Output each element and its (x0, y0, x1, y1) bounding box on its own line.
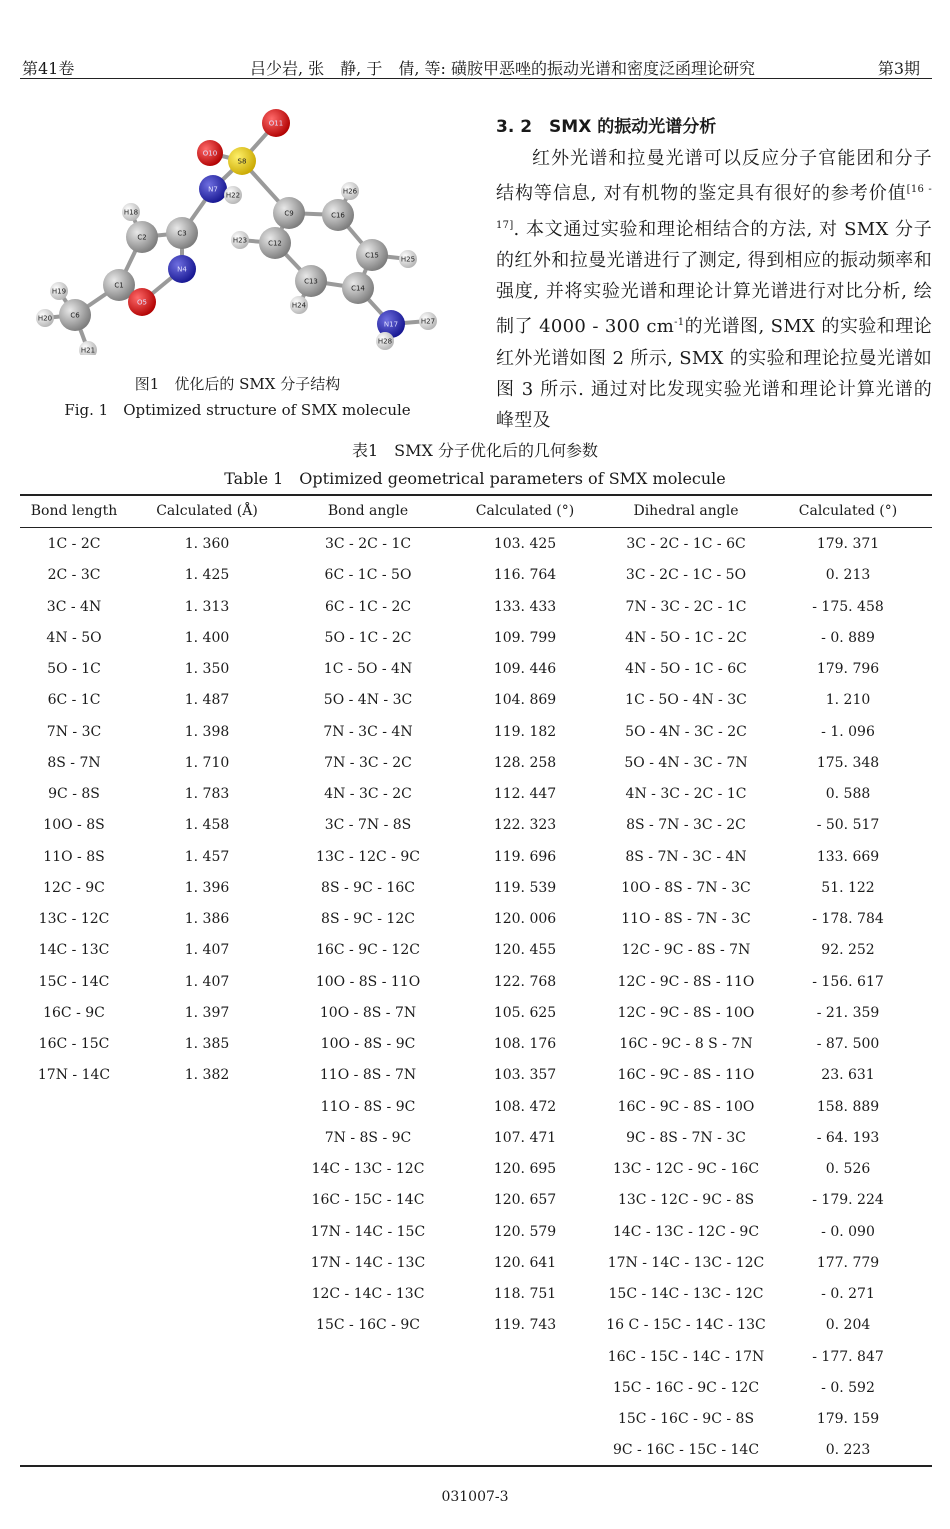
angle-label-cell: 16C - 15C - 14C (311, 1192, 425, 1209)
bond-label-cell: 4N - 5O (46, 629, 102, 646)
dihedral-label-cell: 16C - 9C - 8 S - 7N (619, 1036, 753, 1052)
atom-label: C9 (284, 209, 294, 218)
dihedral-label-cell: 12C - 9C - 8S - 11O (617, 973, 755, 990)
angle-value-cell: 120. 657 (493, 1192, 557, 1209)
angle-value-cell: 103. 357 (493, 1067, 557, 1084)
page-number: 031007-3 (441, 1489, 509, 1505)
angle-value-cell: 116. 764 (493, 567, 557, 584)
dihedral-label-cell: 10O - 8S - 7N - 3C (621, 879, 751, 896)
dihedral-value-cell: 179. 159 (816, 1411, 880, 1427)
bond-value-cell: 1. 425 (184, 567, 230, 584)
dihedral-value-cell: 0. 213 (825, 567, 871, 584)
angle-value-cell: 120. 695 (493, 1161, 557, 1177)
angle-label-cell: 17N - 14C - 15C (310, 1223, 426, 1240)
angle-value-cell: 109. 446 (493, 661, 557, 677)
atom-label: H20 (37, 314, 53, 323)
dihedral-label-cell: 15C - 16C - 9C - 8S (617, 1411, 755, 1427)
atom-label: S8 (237, 157, 247, 166)
bond-value-cell: 1. 313 (184, 598, 230, 615)
bond-value-cell: 1. 386 (184, 911, 230, 927)
bond-value-cell: 1. 457 (184, 848, 230, 865)
col-header-dihedral-calc: Calculated (°) (798, 503, 898, 519)
angle-value-cell: 128. 258 (493, 754, 557, 771)
bond-value-cell: 1. 396 (184, 879, 230, 896)
angle-label-cell: 7N - 3C - 4N (323, 723, 413, 740)
angle-label-cell: 11O - 8S - 9C (320, 1098, 416, 1115)
body-text-1: 红外光谱和拉曼光谱可以反应分子官能团和分子结构等信息, 对有机物的鉴定具有很好的参考价值 (496, 148, 932, 205)
col-header-bond-calc: Calculated (Å) (156, 503, 258, 519)
bond-value-cell: 1. 783 (184, 786, 230, 802)
angle-label-cell: 15C - 16C - 9C (316, 1317, 420, 1334)
angle-label-cell: 16C - 9C - 12C (316, 942, 420, 959)
dihedral-value-cell: - 1. 096 (821, 723, 875, 740)
dihedral-label-cell: 4N - 5O - 1C - 6C (625, 661, 747, 677)
figure-caption-en: Fig. 1 Optimized structure of SMX molecule (64, 401, 411, 419)
col-header-bond-angle: Bond angle (327, 503, 409, 519)
angle-label-cell: 17N - 14C - 13C (310, 1254, 426, 1271)
angle-label-cell: 10O - 8S - 7N (319, 1004, 417, 1021)
col-header-dihedral-angle: Dihedral angle (633, 503, 739, 519)
angle-value-cell: 119. 696 (493, 848, 557, 865)
dihedral-label-cell: 8S - 7N - 3C - 4N (625, 848, 747, 865)
angle-value-cell: 112. 447 (493, 786, 557, 802)
angle-value-cell: 119. 182 (493, 723, 557, 740)
angle-value-cell: 107. 471 (493, 1129, 557, 1146)
dihedral-value-cell: 179. 371 (816, 536, 880, 552)
angle-value-cell: 120. 641 (493, 1254, 557, 1271)
atom-label: H28 (377, 337, 393, 346)
atom-label: H24 (291, 301, 307, 310)
bond-label-cell: 5O - 1C (47, 661, 101, 677)
bond-label-cell: 16C - 9C (43, 1004, 105, 1021)
dihedral-value-cell: 0. 204 (825, 1317, 871, 1334)
dihedral-value-cell: - 178. 784 (812, 911, 884, 927)
atom-label: H27 (420, 317, 436, 326)
bond-value-cell: 1. 398 (184, 723, 230, 740)
header-volume: 第41卷 (22, 59, 75, 78)
atom-label: H22 (225, 191, 241, 200)
bond-label-cell: 11O - 8S (43, 848, 105, 865)
dihedral-value-cell: 179. 796 (816, 661, 880, 677)
angle-label-cell: 4N - 3C - 2C (324, 786, 412, 802)
table-caption-en: Table 1 Optimized geometrical parameters of SMX molecule (224, 469, 726, 488)
dihedral-label-cell: 11O - 8S - 7N - 3C (621, 911, 751, 927)
dihedral-label-cell: 4N - 5O - 1C - 2C (625, 629, 747, 646)
header-issue: 第3期 (877, 59, 920, 78)
angle-value-cell: 119. 539 (493, 879, 557, 896)
angle-value-cell: 119. 743 (493, 1317, 557, 1334)
dihedral-label-cell: 9C - 16C - 15C - 14C (612, 1442, 760, 1459)
bond-label-cell: 15C - 14C (38, 973, 110, 990)
atom-label: H21 (80, 346, 96, 355)
atom-label: C2 (137, 233, 147, 242)
angle-label-cell: 6C - 1C - 2C (324, 598, 412, 615)
atom-label: C12 (268, 239, 282, 248)
angle-label-cell: 8S - 9C - 12C (321, 911, 415, 927)
dihedral-label-cell: 15C - 14C - 13C - 12C (608, 1286, 764, 1302)
table-top-rule (20, 494, 932, 496)
molecule-diagram (30, 105, 450, 355)
atom-label: N4 (177, 265, 187, 274)
bond-label-cell: 2C - 3C (47, 567, 101, 584)
dihedral-label-cell: 12C - 9C - 8S - 10O (617, 1004, 755, 1021)
wavenumber-unit-exp: -1 (674, 317, 685, 329)
bond-value-cell: 1. 710 (184, 754, 230, 771)
bond-label-cell: 13C - 12C (38, 911, 110, 927)
angle-value-cell: 103. 425 (493, 536, 557, 552)
angle-label-cell: 5O - 1C - 2C (324, 629, 412, 646)
angle-label-cell: 5O - 4N - 3C (323, 692, 413, 709)
angle-value-cell: 118. 751 (493, 1286, 557, 1302)
atom-label: C15 (365, 251, 379, 260)
dihedral-value-cell: 51. 122 (821, 879, 875, 896)
angle-label-cell: 12C - 14C - 13C (311, 1286, 425, 1302)
bond-label-cell: 6C - 1C (47, 692, 101, 709)
angle-value-cell: 122. 768 (493, 973, 557, 990)
dihedral-label-cell: 16 C - 15C - 14C - 13C (606, 1317, 766, 1334)
bond-value-cell: 1. 350 (184, 661, 230, 677)
dihedral-label-cell: 12C - 9C - 8S - 7N (621, 942, 751, 959)
angle-label-cell: 7N - 8S - 9C (324, 1129, 412, 1146)
atom-label: N7 (208, 185, 218, 194)
body-text-3: 的光谱图, SMX 的实验和理论红外光谱如图 2 所示, SMX 的实验和理论拉曼光谱如图 3 所示. 通过对比发现实验光谱和理论计算光谱的峰型及 (496, 316, 932, 432)
dihedral-label-cell: 15C - 16C - 9C - 12C (612, 1379, 760, 1396)
angle-value-cell: 108. 472 (493, 1098, 557, 1115)
angle-value-cell: 105. 625 (493, 1004, 557, 1021)
bond-value-cell: 1. 407 (184, 942, 230, 959)
atom-label: O5 (137, 298, 147, 307)
atom-label: O10 (202, 149, 218, 158)
atom-label: H26 (342, 187, 358, 196)
table-bottom-rule (20, 1465, 932, 1467)
dihedral-value-cell: - 0. 889 (821, 629, 875, 646)
bond-value-cell: 1. 385 (184, 1036, 230, 1052)
bond-value-cell: 1. 397 (184, 1004, 230, 1021)
bond-label-cell: 9C - 8S (48, 786, 100, 802)
bond-value-cell: 1. 360 (184, 536, 230, 552)
atom-label: C6 (70, 311, 80, 320)
atom-label: C13 (304, 277, 318, 286)
dihedral-value-cell: 1. 210 (825, 692, 871, 709)
dihedral-value-cell: 23. 631 (821, 1067, 875, 1084)
angle-label-cell: 10O - 8S - 11O (315, 973, 421, 990)
bond-value-cell: 1. 382 (184, 1067, 230, 1084)
bond-label-cell: 10O - 8S (43, 817, 105, 834)
bond-value-cell: 1. 458 (184, 817, 230, 834)
bond-value-cell: 1. 487 (184, 692, 230, 709)
dihedral-value-cell: 92. 252 (821, 942, 875, 959)
bond-label-cell: 1C - 2C (47, 536, 101, 552)
dihedral-value-cell: - 0. 090 (821, 1223, 875, 1240)
angle-label-cell: 8S - 9C - 16C (321, 879, 415, 896)
angle-label-cell: 11O - 8S - 7N (319, 1067, 417, 1084)
atom-label: N17 (383, 320, 399, 329)
angle-value-cell: 104. 869 (493, 692, 557, 709)
angle-value-cell: 133. 433 (493, 598, 557, 615)
angle-label-cell: 14C - 13C - 12C (311, 1161, 425, 1177)
angle-label-cell: 13C - 12C - 9C (316, 848, 420, 865)
col-header-bond-length: Bond length (30, 503, 118, 519)
body-paragraph (496, 143, 932, 437)
table-caption-cn: 表1 SMX 分子优化后的几何参数 (351, 441, 598, 460)
dihedral-label-cell: 9C - 8S - 7N - 3C (626, 1129, 746, 1146)
dihedral-value-cell: 177. 779 (816, 1254, 880, 1271)
dihedral-label-cell: 5O - 4N - 3C - 2C (625, 723, 747, 740)
bond-value-cell: 1. 400 (184, 629, 230, 646)
dihedral-label-cell: 8S - 7N - 3C - 2C (626, 817, 746, 834)
angle-label-cell: 3C - 2C - 1C (324, 536, 412, 552)
molecule-figure (30, 105, 450, 355)
dihedral-label-cell: 5O - 4N - 3C - 7N (624, 754, 748, 771)
dihedral-label-cell: 17N - 14C - 13C - 12C (607, 1254, 765, 1271)
running-header (20, 52, 932, 79)
bond-label-cell: 16C - 15C (38, 1036, 110, 1052)
atom-label: H19 (51, 287, 67, 296)
angle-value-cell: 109. 799 (493, 629, 557, 646)
col-header-angle-calc: Calculated (°) (475, 503, 575, 519)
angle-value-cell: 108. 176 (493, 1036, 557, 1052)
dihedral-value-cell: 0. 526 (825, 1161, 871, 1177)
table-header-rule (20, 527, 932, 528)
dihedral-value-cell: - 0. 592 (821, 1379, 875, 1396)
bond-label-cell: 8S - 7N (47, 754, 101, 771)
dihedral-value-cell: 175. 348 (816, 754, 880, 771)
section-title: 3. 2 SMX 的振动光谱分析 (496, 117, 717, 137)
angle-value-cell: 120. 579 (493, 1223, 557, 1240)
dihedral-label-cell: 14C - 13C - 12C - 9C (612, 1223, 760, 1240)
dihedral-label-cell: 16C - 9C - 8S - 11O (617, 1067, 755, 1084)
atom-label: C3 (177, 229, 187, 238)
dihedral-value-cell: - 87. 500 (816, 1036, 880, 1052)
dihedral-label-cell: 13C - 12C - 9C - 16C (612, 1161, 760, 1177)
atom-label: C16 (331, 211, 345, 220)
dihedral-value-cell: - 156. 617 (812, 973, 884, 990)
dihedral-value-cell: - 0. 271 (821, 1286, 875, 1302)
atom-label: H25 (400, 255, 416, 264)
angle-label-cell: 10O - 8S - 9C (320, 1036, 416, 1052)
dihedral-value-cell: - 21. 359 (816, 1004, 880, 1021)
bond-label-cell: 7N - 3C (46, 723, 102, 740)
dihedral-label-cell: 4N - 3C - 2C - 1C (625, 786, 747, 802)
figure-caption-cn: 图1 优化后的 SMX 分子结构 (134, 375, 341, 393)
dihedral-label-cell: 1C - 5O - 4N - 3C (625, 692, 747, 709)
angle-label-cell: 3C - 7N - 8S (324, 817, 412, 834)
dihedral-value-cell: 158. 889 (816, 1098, 880, 1115)
angle-label-cell: 1C - 5O - 4N (323, 661, 413, 677)
bond-value-cell: 1. 407 (184, 973, 230, 990)
bond-label-cell: 14C - 13C (38, 942, 110, 959)
bond-label-cell: 3C - 4N (46, 598, 102, 615)
dihedral-value-cell: 0. 588 (825, 786, 871, 802)
dihedral-value-cell: - 50. 517 (816, 817, 880, 834)
angle-label-cell: 7N - 3C - 2C (324, 754, 412, 771)
angle-label-cell: 6C - 1C - 5O (324, 567, 412, 584)
dihedral-value-cell: 0. 223 (825, 1442, 871, 1459)
dihedral-label-cell: 13C - 12C - 9C - 8S (617, 1192, 755, 1209)
angle-value-cell: 120. 006 (493, 911, 557, 927)
angle-value-cell: 120. 455 (493, 942, 557, 959)
dihedral-label-cell: 16C - 9C - 8S - 10O (617, 1098, 755, 1115)
dihedral-label-cell: 7N - 3C - 2C - 1C (625, 598, 747, 615)
dihedral-value-cell: 133. 669 (816, 848, 880, 865)
bond-label-cell: 12C - 9C (43, 879, 105, 896)
body-text-2: . 本文通过实验和理论相结合的方法, 对 SMX 分子的红外和拉曼光谱进行了测定, 得到相应的振动频率和强度, 并将实验光谱和理论计算光谱进行对比分析, 绘制了 4000 - 300 cm (496, 218, 932, 338)
dihedral-label-cell: 3C - 2C - 1C - 5O (625, 567, 747, 584)
atom-label: C1 (114, 281, 124, 290)
atom-label: H23 (232, 236, 248, 245)
bond-label-cell: 17N - 14C (37, 1067, 111, 1084)
dihedral-value-cell: - 177. 847 (812, 1348, 884, 1365)
header-authors-title: 吕少岩, 张 静, 于 倩, 等: 磺胺甲恶唑的振动光谱和密度泛函理论研究 (250, 59, 755, 78)
atom-label: O11 (268, 119, 284, 128)
atom-label: C14 (351, 284, 365, 293)
dihedral-label-cell: 16C - 15C - 14C - 17N (607, 1348, 765, 1365)
angle-value-cell: 122. 323 (493, 817, 557, 834)
dihedral-value-cell: - 179. 224 (812, 1192, 884, 1209)
dihedral-value-cell: - 175. 458 (812, 598, 884, 615)
dihedral-value-cell: - 64. 193 (816, 1129, 880, 1146)
dihedral-label-cell: 3C - 2C - 1C - 6C (626, 536, 746, 552)
citation-ref: [16 - 17] (496, 184, 933, 231)
atom-label: H18 (123, 208, 139, 217)
